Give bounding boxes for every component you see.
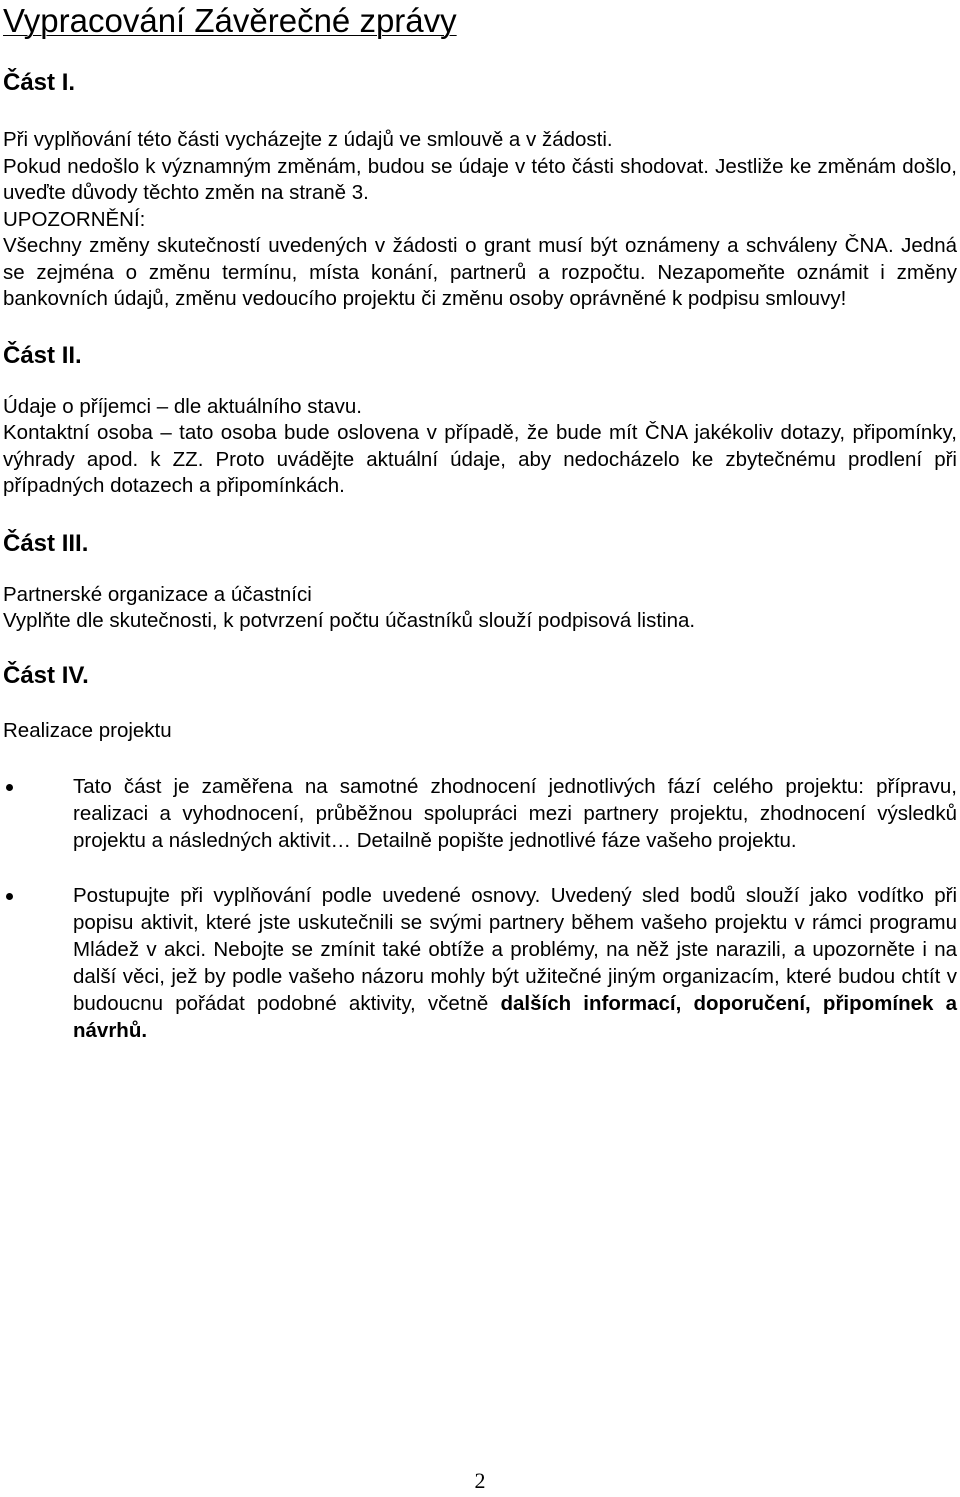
part-3-title: Partnerské organizace a účastníci [3, 582, 312, 606]
bullet-icon [6, 893, 13, 900]
part-2-intro: Údaje o příjemci – dle aktuálního stavu. [3, 394, 362, 418]
page-number: 2 [474, 1468, 486, 1493]
bullet-text: Tato část je zaměřena na samotné zhodnocení jednotlivých fází celého projektu: přípravu, realizaci a vyhodnocení, průběžnou spolupráci mezi partnery projektu, zhodnocení výsledků projektu a následných aktivit… Detailně popište jednotlivé fáze vašeho projektu. [73, 775, 957, 852]
part-4-heading: Část IV. [3, 661, 89, 689]
document-title: Vypracování Závěrečné zprávy [3, 2, 457, 39]
bullet-text: Postupujte při vyplňování podle uvedené osnovy. Uvedený sled bodů slouží jako vodítko při popisu aktivit, které jste uskutečnili se svými partnery během vašeho projektu v rámci programu Mládež v akci. Nebojte se zmínit také obtíže a problémy, na něž jste narazili, a upozorněte i na další věci, jež by podle vašeho názoru mohly být užitečné jiným organizacím, které budou chtít v budoucnu pořádat podobné aktivity, včetně [73, 884, 957, 1015]
part-1-warning-label: UPOZORNĚNÍ: [3, 207, 146, 231]
part-2-contact-paragraph: Kontaktní osoba – tato osoba bude oslovena v případě, že bude mít ČNA jakékoliv dotazy, připomínky, výhrady apod. k ZZ. Proto uvádějte aktuální údaje, aby nedocházelo ke zbytečnému prodlení při případných dotazech a připomínkách. [3, 421, 957, 497]
document-page [3, 0, 957, 1044]
part-3-instructions: Vyplňte dle skutečnosti, k potvrzení počtu účastníků slouží podpisová listina. [3, 609, 696, 632]
part-4-title: Realizace projektu [3, 718, 172, 742]
part-1-changes-paragraph: Pokud nedošlo k významným změnám, budou se údaje v této části shodovat. Jestliže ke změnám došlo, uveďte důvody těchto změn na straně 3. [3, 154, 957, 204]
part-4-bullet-list [3, 773, 957, 1044]
part-1-heading: Část I. [3, 69, 76, 96]
bullet-icon [6, 784, 13, 791]
list-item [3, 773, 957, 854]
part-1-intro: Při vyplňování této části vycházejte z údajů ve smlouvě a v žádosti. [3, 128, 613, 151]
part-1-warning-paragraph: Všechny změny skutečností uvedených v žádosti o grant musí být oznámeny a schváleny ČNA. Jedná se zejména o změnu termínu, místa konání, partnerů a rozpočtu. Nezapomeňte oznámit i změny bankovních údajů, změnu vedoucího projektu či změnu osoby oprávněné k podpisu smlouvy! [3, 234, 957, 310]
list-item [3, 882, 957, 1044]
part-3-heading: Část III. [3, 529, 89, 557]
part-2-heading: Část II. [3, 341, 82, 369]
bullet-bold-text: dalších informací, doporučení, připomínek a návrhů. [73, 992, 957, 1042]
